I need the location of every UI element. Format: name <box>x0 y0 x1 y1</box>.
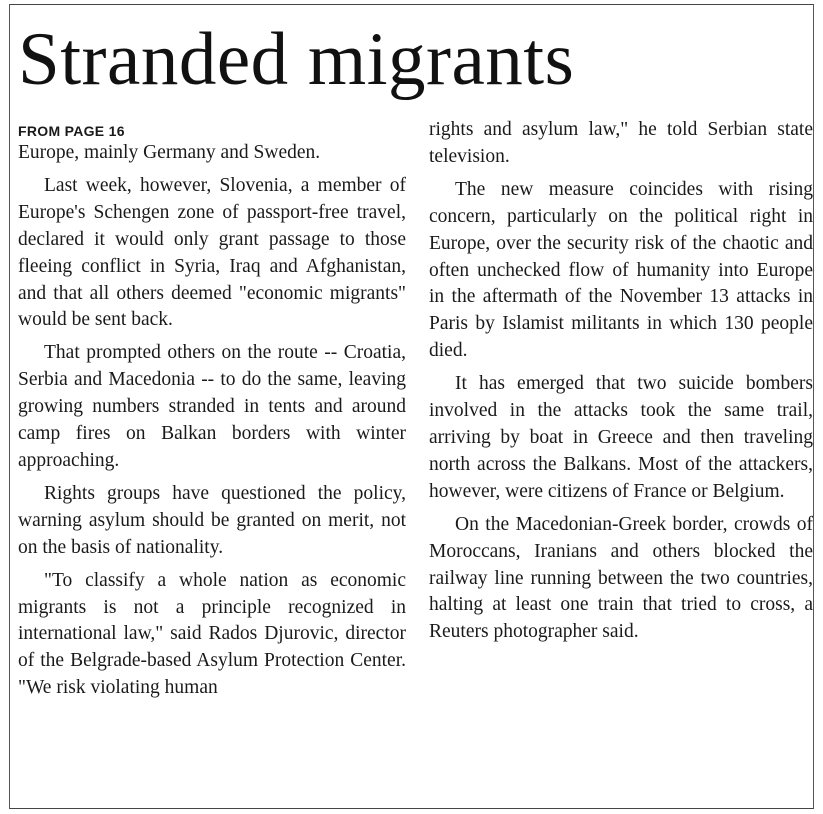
paragraph: It has emerged that two suicide bombers involved in the attacks took the same trail, arriving by boat in Greece and then traveling north across the Balkans. Most of the attackers, however, were citizens of France or Belgium. <box>429 373 813 502</box>
right-column <box>429 117 813 646</box>
paragraph: The new measure coincides with rising concern, particularly on the political right in Europe, over the security risk of the chaotic and often unchecked flow of humanity into Europe in the aftermath of the November 13 attacks in Paris by Islamist militants in which 130 people died. <box>429 178 813 362</box>
left-column <box>18 118 406 702</box>
paragraph: Rights groups have questioned the policy, warning asylum should be granted on merit, not on the basis of nationality. <box>18 482 406 558</box>
paragraph: That prompted others on the route -- Croatia, Serbia and Macedonia -- to do the same, leaving growing numbers stranded in tents and around camp fires on Balkan borders with winter approaching. <box>18 342 406 471</box>
bottom-rule <box>10 808 813 809</box>
right-rule <box>813 4 814 809</box>
paragraph: Europe, mainly Germany and Sweden. <box>18 142 321 163</box>
headline: Stranded migrants <box>18 18 575 101</box>
jump-line: FROM PAGE 16 <box>18 123 125 139</box>
left-rule <box>9 4 10 809</box>
paragraph: On the Macedonian-Greek border, crowds of Moroccans, Iranians and others blocked the railway line running between the two countries, halting at least one train that tried to cross, a Reuters photographer said. <box>429 513 813 643</box>
top-rule <box>10 4 813 5</box>
paragraph: rights and asylum law," he told Serbian state television. <box>429 119 813 167</box>
paragraph: Last week, however, Slovenia, a member of Europe's Schengen zone of passport-free travel, declared it would only grant passage to those fleeing conflict in Syria, Iraq and Afghanistan, and that all others deemed "economic migrants" would be sent back. <box>18 174 406 331</box>
paragraph: "To classify a whole nation as economic migrants is not a principle recognized in international law," said Rados Djurovic, director of the Belgrade-based Asylum Protection Center. "We risk violating human <box>18 569 406 699</box>
